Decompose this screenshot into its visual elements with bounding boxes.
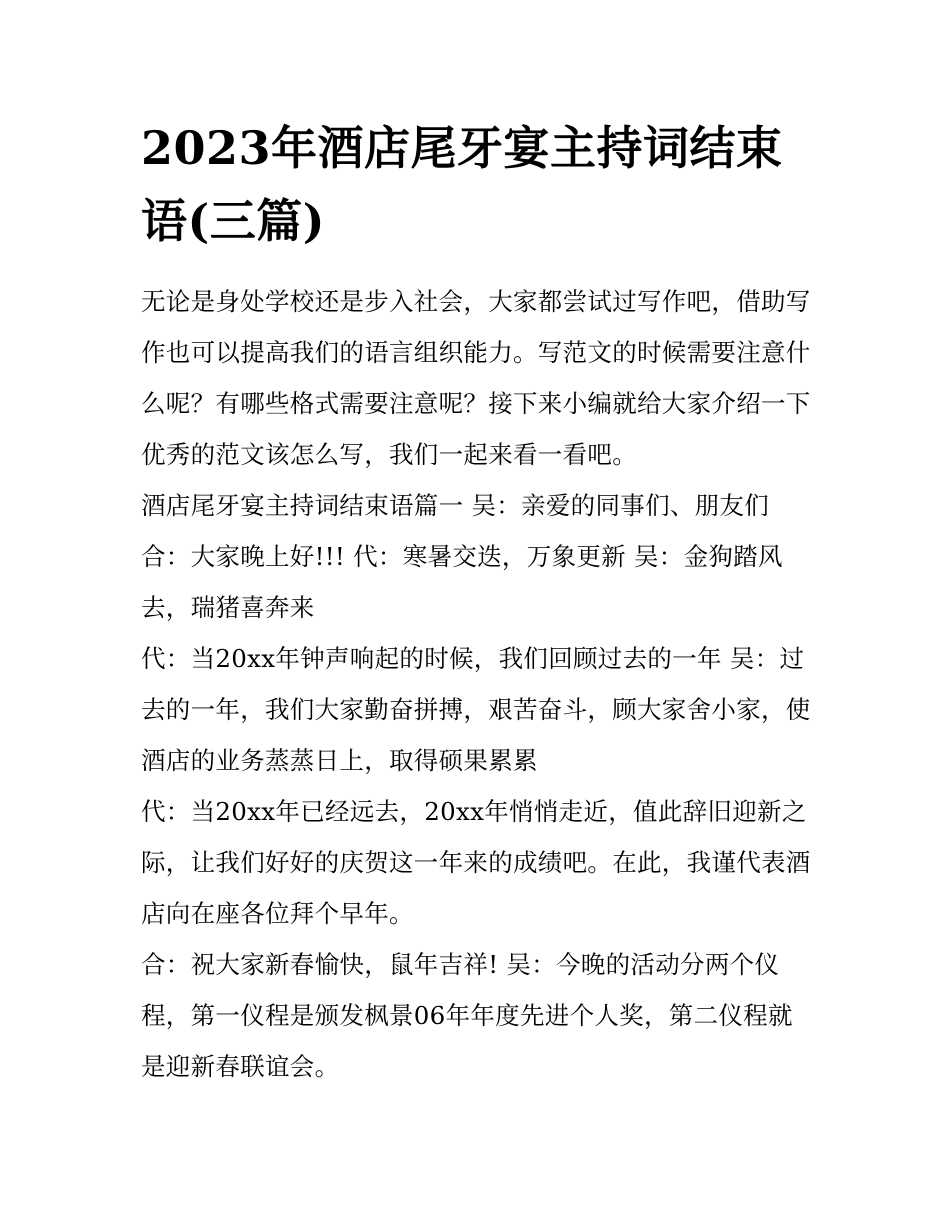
title-line-2: 语(三篇) <box>141 194 326 248</box>
body-line: 际，让我们好好的庆贺这一年来的成绩吧。在此，我谨代表酒 <box>141 848 811 877</box>
body-line: 合：大家晚上好!!! 代：寒暑交迭，万象更新 吴：金狗踏风 <box>141 542 783 571</box>
body-line: 合：祝大家新春愉快，鼠年吉祥! 吴：今晚的活动分两个仪 <box>141 950 780 979</box>
body-line: 作也可以提高我们的语言组织能力。写范文的时候需要注意什 <box>141 338 811 367</box>
body-line: 程，第一仪程是颁发枫景06年年度先进个人奖，第二仪程就 <box>141 1001 793 1030</box>
body-line: 代：当20xx年钟声响起的时候，我们回顾过去的一年 吴：过 <box>141 644 805 673</box>
body-line: 酒店的业务蒸蒸日上，取得硕果累累 <box>141 746 538 775</box>
body-line: 店向在座各位拜个早年。 <box>141 899 414 928</box>
body-line: 优秀的范文该怎么写，我们一起来看一看吧。 <box>141 440 637 469</box>
body-line: 去的一年，我们大家勤奋拼搏，艰苦奋斗，顾大家舍小家，使 <box>141 695 811 724</box>
document-body <box>141 276 821 1092</box>
body-line: 么呢？有哪些格式需要注意呢？接下来小编就给大家介绍一下 <box>141 389 811 418</box>
body-line: 代：当20xx年已经远去，20xx年悄悄走近，值此辞旧迎新之 <box>141 797 807 826</box>
body-line: 去，瑞猪喜奔来 <box>141 593 315 622</box>
body-line: 无论是身处学校还是步入社会，大家都尝试过写作吧，借助写 <box>141 287 811 316</box>
body-line: 酒店尾牙宴主持词结束语篇一 吴：亲爱的同事们、朋友们 <box>141 491 770 520</box>
document-title <box>141 112 821 258</box>
title-line-1: 2023年酒店尾牙宴主持词结束 <box>141 121 783 175</box>
body-line: 是迎新春联谊会。 <box>141 1052 340 1081</box>
